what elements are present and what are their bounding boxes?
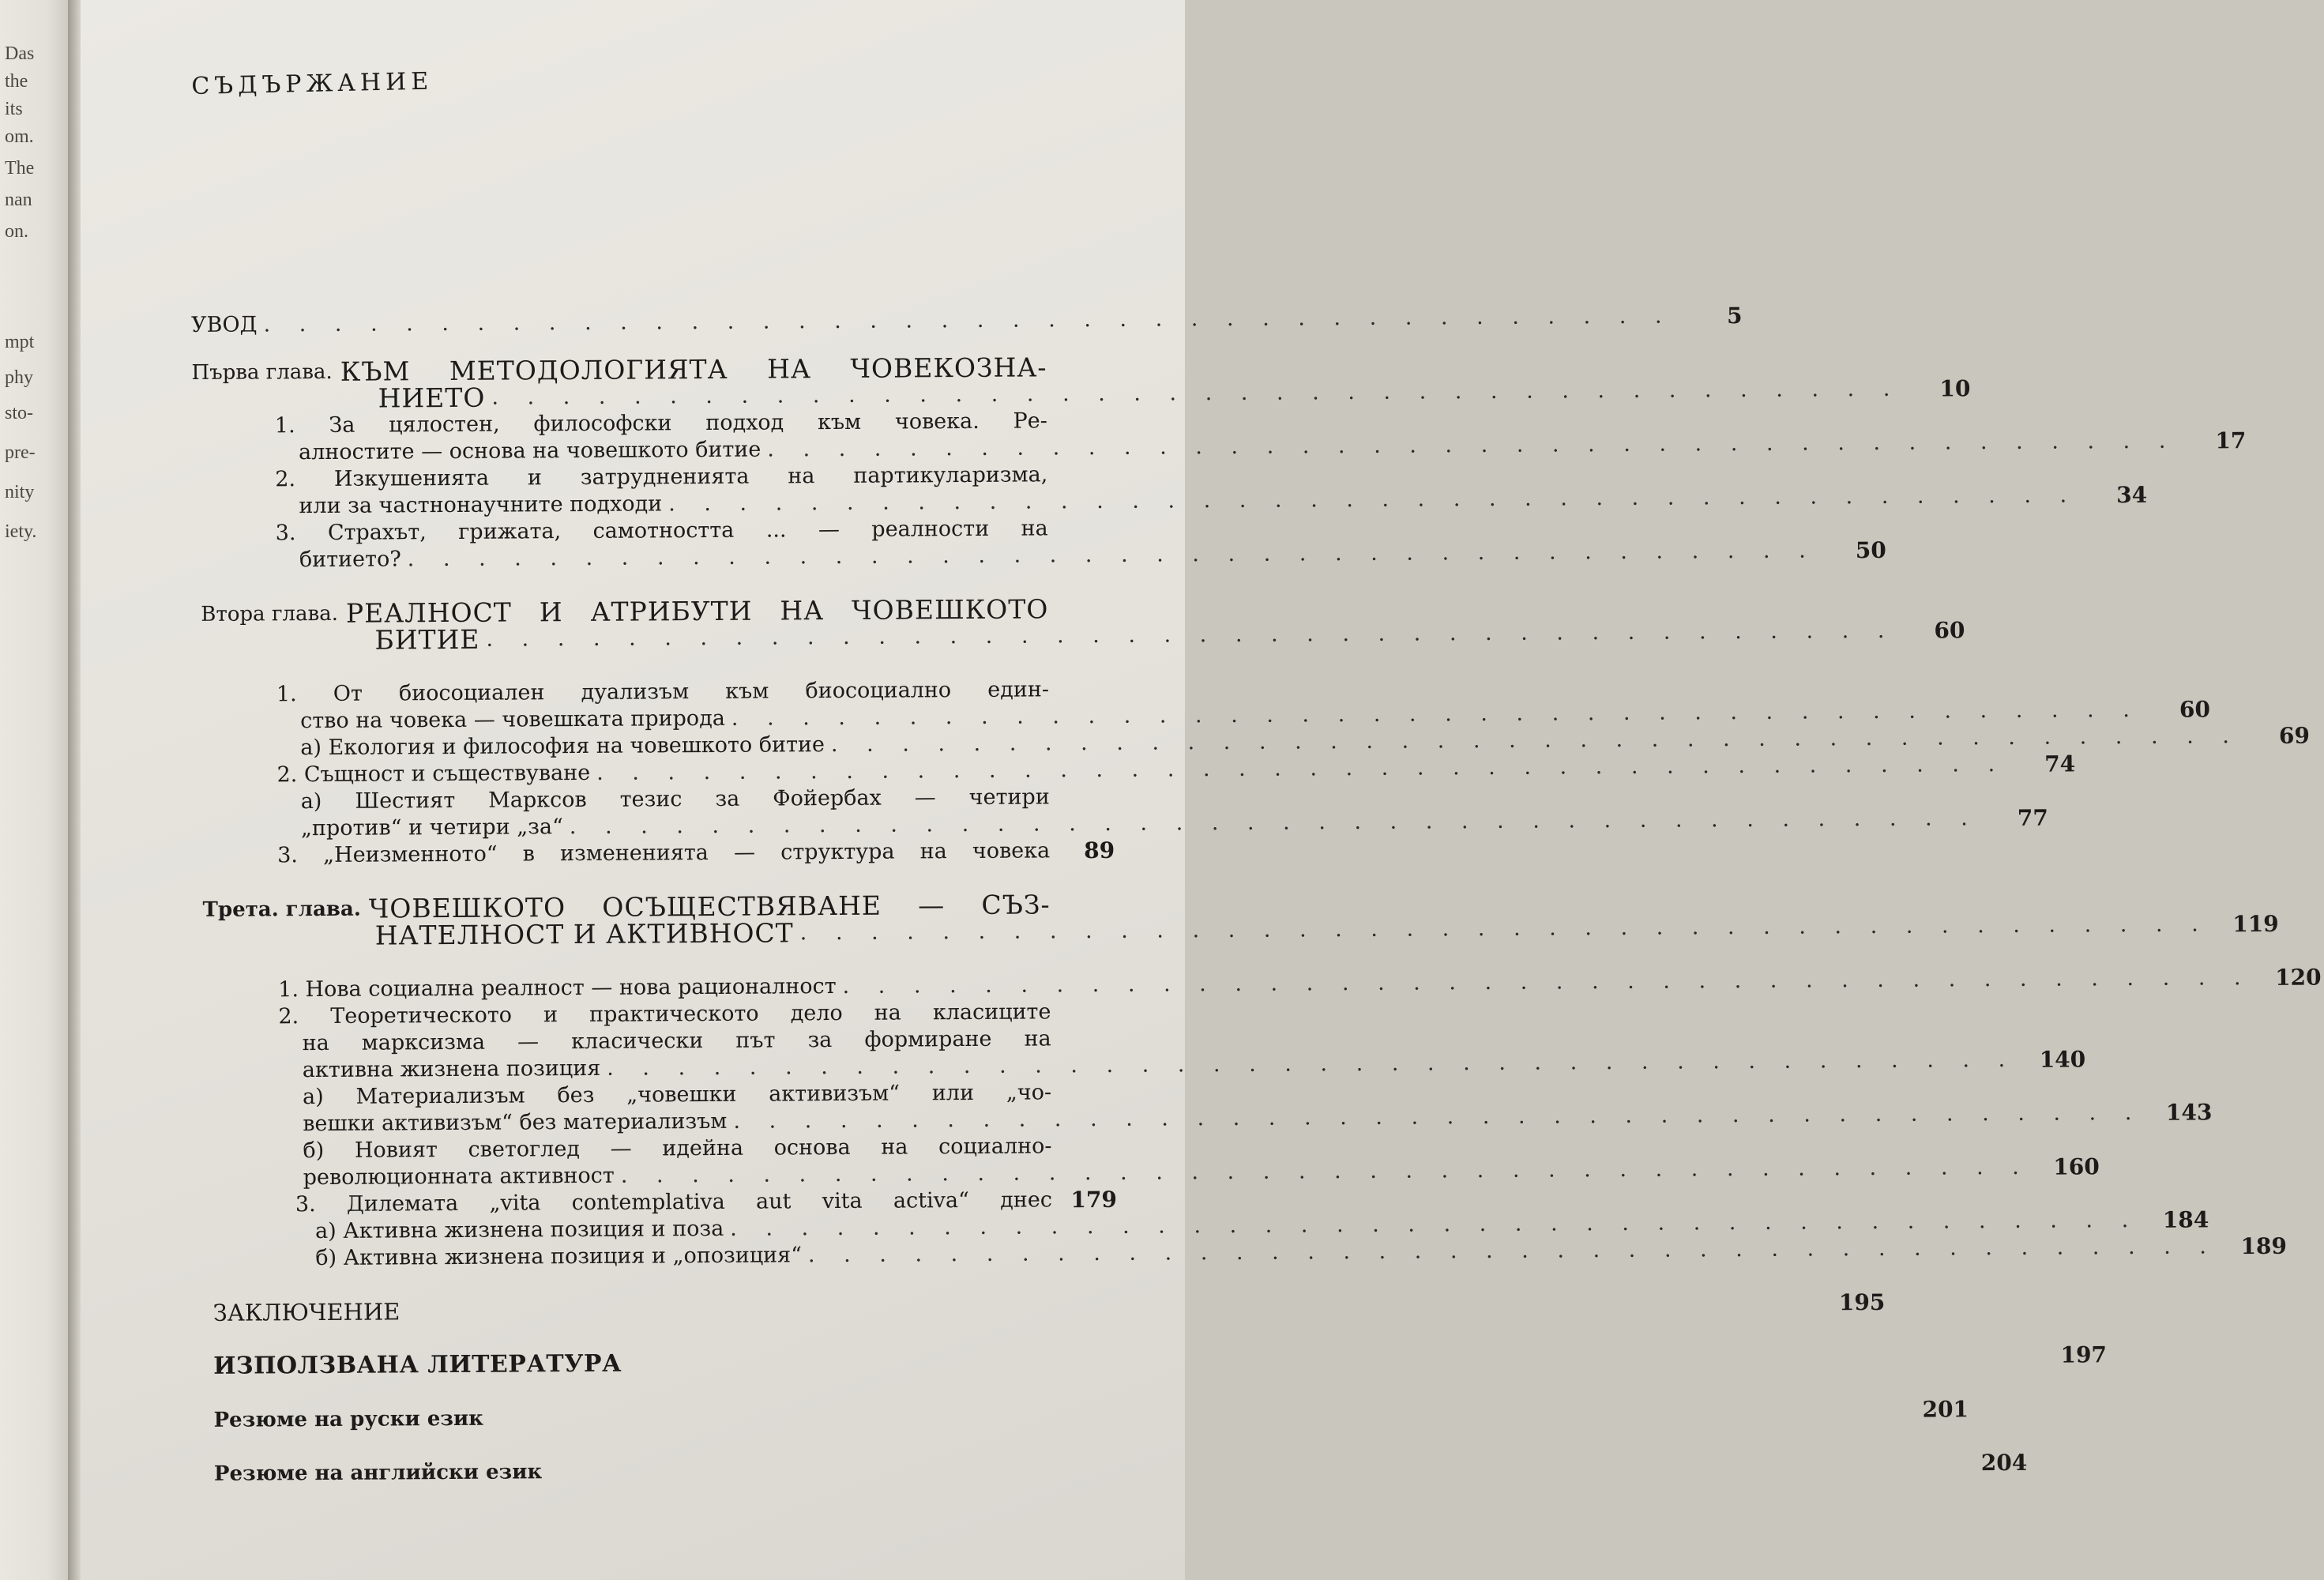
section-title-cont: или за частнонаучните подходи	[299, 491, 663, 519]
dot-leader: . . . . . . . . . . . . . . . . . . . . . . . . . . . . . . . . . . . . . . . .	[607, 1047, 2017, 1081]
page-number: 195	[1838, 1288, 1886, 1316]
facing-page-fragment: phy	[5, 367, 33, 388]
facing-page-fragment: nity	[5, 482, 35, 502]
page-number: 197	[2060, 1341, 2108, 1368]
page-number: 60	[1934, 617, 1965, 644]
dot-leader: . . . . . . . . . . . . . . . . . . . . . . . . . . . . . . . . . . . . . . . .	[767, 428, 2177, 462]
section-title: 2. Изкушенията и затрудненията на партикуларизма,	[275, 462, 1048, 492]
chapter-prefix: Втора глава.	[201, 601, 339, 626]
toc-chapter-2-title-line2[interactable]	[193, 617, 1965, 656]
dot-leader: . . . . . . . . . . . . . . . . . . . . . . . . . . . . . . . . . . . . . . . .	[733, 1100, 2143, 1134]
section-title: 1. За цялостен, философски подход към човека. Ре-	[274, 408, 1047, 438]
facing-page-fragment: nan	[5, 190, 32, 210]
contents-page	[81, 0, 2322, 1580]
subsection-title: а) Активна жизнена позиция и поза	[315, 1216, 724, 1244]
section-title: 3. Страхът, грижата, самотността ... — реалности на	[275, 516, 1048, 546]
dot-leader: . . . . . . . . . . . . . . . . . . . . . . . . . . . . . . . . . . . . . . . .	[491, 376, 1901, 410]
entry-label: Резюме на английски език	[213, 1460, 543, 1486]
facing-page-fragment: iety.	[5, 521, 37, 542]
facing-page-fragment: mpt	[5, 332, 35, 352]
dot-leader: . . . . . . . . . . . . . . . . . . . . . . . . . . . . . . . . . . . . . . . .	[799, 912, 2209, 946]
dot-leader: . . . . . . . . . . . . . . . . . . . . . . . . . . . . . . . . . . . . . . . .	[731, 697, 2141, 731]
subsection-title: б) Активна жизнена позиция и „опозиция“	[315, 1243, 803, 1271]
subsection-title-cont: революционната активност	[303, 1163, 615, 1191]
page-number: 10	[1939, 375, 1971, 402]
page-number: 50	[1855, 536, 1886, 564]
page-number: 179	[1070, 1186, 1117, 1213]
section-title: 2. Теоретическото и практическото дело на класиците	[278, 999, 1051, 1029]
page-title: СЪДЪРЖАНИЕ	[191, 67, 434, 100]
dot-leader: . . . . . . . . . . . . . . . . . . . . . . . . . . . . . . . . . . . . . . . .	[668, 483, 2078, 517]
section-title-cont: ство на човека — човешката природа	[300, 705, 725, 734]
subsection-title-cont: „против“ и четири „за“	[300, 814, 563, 841]
subsection-title: а) Материализъм без „човешки активизъм“ или „чо-	[302, 1080, 1052, 1110]
toc-chapter-3-title-line2[interactable]	[195, 910, 2279, 951]
chapter-title-cont: НИЕТО	[378, 382, 486, 414]
facing-page-fragment: Das	[5, 43, 35, 64]
page-number: 89	[1084, 837, 1115, 864]
facing-page-fragment: sto-	[5, 403, 33, 423]
entry-label: ЗАКЛЮЧЕНИЕ	[212, 1298, 400, 1326]
subsection-title: б) Новият светоглед — идейна основа на социално-	[303, 1134, 1052, 1164]
table-of-contents	[191, 303, 2322, 1488]
page-number: 160	[2053, 1153, 2100, 1180]
section-title: 3. „Неизменното“ в измененията — структура на човека	[277, 838, 1051, 868]
subsection-title: а) Шестият Марксов тезис за Фойербах — четири	[300, 784, 1050, 814]
toc-subsection-3-3b[interactable]	[197, 1232, 2288, 1273]
section-title-cont: алностите — основа на човешкото битие	[298, 437, 762, 465]
dot-leader: . . . . . . . . . . . . . . . . . . . . . . . . . . . . . . . . . . . . . . . .	[596, 751, 2006, 785]
entry-label: УВОД	[191, 312, 258, 337]
page-number: 69	[2278, 722, 2311, 749]
chapter-title-cont: НАТЕЛНОСТ И АКТИВНОСТ	[374, 917, 794, 951]
book-gutter	[68, 0, 81, 1580]
section-title-cont: активна жизнена позиция	[302, 1055, 601, 1083]
chapter-prefix: Първа глава.	[191, 359, 333, 385]
chapter-prefix: Трета. глава.	[202, 897, 361, 922]
page-number: 143	[2165, 1099, 2213, 1126]
page-number: 120	[2275, 964, 2322, 991]
page-number: 204	[1980, 1449, 2028, 1477]
facing-page-fragment: pre-	[5, 442, 36, 463]
page-number: 60	[2179, 696, 2210, 723]
dot-leader: . . . . . . . . . . . . . . . . . . . . . . . . . . . . . . . . . . . . . . . .	[486, 618, 1896, 652]
section-title: 2. Същност и съществуване	[276, 760, 591, 788]
dot-leader: . . . . . . . . . . . . . . . . . . . . . . . . . . . . . . . . . . . . . . . .	[263, 303, 1673, 337]
dot-leader: . . . . . . . . . . . . . . . . . . . . . . . . . . . . . . . . . . . . . . . .	[830, 724, 2241, 758]
facing-page-fragment: the	[5, 71, 28, 92]
dot-leader: . . . . . . . . . . . . . . . . . . . . . . . . . . . . . . . . . . . . . . . .	[730, 1207, 2140, 1241]
dot-leader: . . . . . . . . . . . . . . . . . . . . . . . . . . . . . . . . . . . . . . . .	[842, 965, 2252, 999]
dot-leader: . . . . . . . . . . . . . . . . . . . . . . . . . . . . . . . . . . . . . . . .	[407, 538, 1817, 572]
entry-label: ИЗПОЛЗВАНА ЛИТЕРАТУРА	[213, 1349, 622, 1380]
page-number: 74	[2044, 750, 2076, 777]
facing-page-fragment: its	[5, 99, 23, 119]
entry-label: Резюме на руски език	[213, 1406, 484, 1432]
toc-section-1-3-cont[interactable]	[193, 536, 1886, 574]
section-title: 3. Дилемата „vita contemplativa aut vita activa“ днес	[295, 1187, 1052, 1217]
section-title: 1. Нова социална реалност — нова рационалност	[278, 974, 837, 1003]
page-number: 17	[2215, 427, 2247, 454]
subsection-title-cont: вешки активизъм“ без материализъм	[303, 1108, 728, 1137]
chapter-title-cont: БИТИЕ	[374, 623, 480, 656]
page-number: 189	[2240, 1232, 2288, 1260]
toc-entry-summary-en[interactable]	[198, 1449, 2028, 1488]
section-title-cont: на марксизма — класически път за формиране на	[302, 1026, 1051, 1056]
chapter-title: РЕАЛНОСТ И АТРИБУТИ НА ЧОВЕШКОТО	[345, 593, 1049, 629]
page-number: 34	[2116, 481, 2148, 509]
facing-page-fragment: om.	[5, 126, 34, 147]
section-title-cont: битието?	[299, 547, 401, 573]
dot-leader: . . . . . . . . . . . . . . . . . . . . . . . . . . . . . . . . . . . . . . . .	[807, 1234, 2218, 1268]
facing-page-edge	[0, 0, 68, 1580]
facing-page-fragment: on.	[5, 221, 28, 242]
subsection-title: а) Екология и философия на човешкото битие	[300, 732, 825, 761]
dot-leader: . . . . . . . . . . . . . . . . . . . . . . . . . . . . . . . . . . . . . . . .	[569, 806, 1979, 840]
page-number: 184	[2162, 1206, 2209, 1233]
page-number: 201	[1922, 1396, 1969, 1423]
chapter-title: ЧОВЕШКОТО ОСЪЩЕСТВЯВАНЕ — СЪЗ-	[368, 889, 1051, 924]
facing-page-fragment: The	[5, 158, 35, 179]
page-number: 140	[2039, 1046, 2086, 1073]
toc-entry-intro[interactable]	[191, 303, 1743, 339]
toc-section-2-3[interactable]	[194, 837, 1115, 870]
dot-leader: . . . . . . . . . . . . . . . . . . . . . . . . . . . . . . . . . . . . . . . .	[620, 1154, 2030, 1188]
page-number: 119	[2232, 910, 2279, 938]
page-number: 77	[2017, 804, 2048, 831]
section-title: 1. От биосоциален дуализъм към биосоциално един-	[276, 677, 1050, 707]
page-number: 5	[1726, 303, 1743, 329]
chapter-title: КЪМ МЕТОДОЛОГИЯТА НА ЧОВЕКОЗНА-	[340, 352, 1047, 387]
